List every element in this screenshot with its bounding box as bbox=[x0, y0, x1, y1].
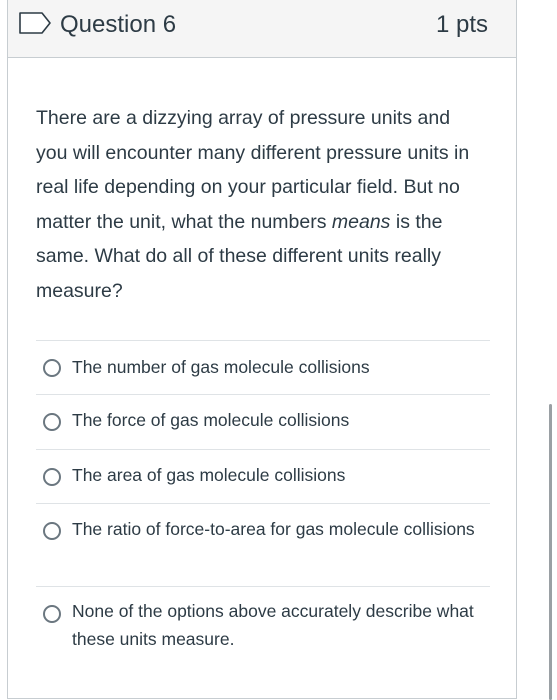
answer-label: The ratio of force-to-area for gas molecule collisions bbox=[72, 519, 475, 539]
radio-button-icon[interactable] bbox=[43, 413, 61, 431]
answer-option[interactable] bbox=[36, 394, 490, 449]
answer-label: The number of gas molecule collisions bbox=[72, 357, 370, 377]
answer-option[interactable] bbox=[36, 449, 490, 503]
answer-option[interactable] bbox=[36, 340, 490, 394]
scrollbar[interactable] bbox=[549, 404, 552, 700]
question-text-part-2: is the same. What do all of these different units really measure? bbox=[36, 210, 443, 302]
question-text-emphasis: means bbox=[331, 210, 391, 233]
question-text-part-1: There are a dizzying array of pressure units and you will encounter many different pressure units in real life depending on your particular field. But no matter the unit, what the numbers bbox=[36, 107, 470, 233]
answer-option[interactable] bbox=[36, 503, 490, 586]
question-card bbox=[7, 0, 517, 699]
answer-label: The force of gas molecule collisions bbox=[72, 410, 350, 430]
question-header bbox=[8, 0, 516, 58]
radio-button-icon[interactable] bbox=[43, 468, 61, 486]
answer-label: None of the options above accurately describe what these units measure. bbox=[72, 601, 474, 649]
radio-button-icon[interactable] bbox=[43, 359, 61, 377]
question-title: Question 6 bbox=[60, 11, 177, 38]
flag-icon[interactable] bbox=[18, 12, 52, 34]
radio-button-icon[interactable] bbox=[43, 522, 61, 540]
question-points: 1 pts bbox=[435, 11, 488, 38]
answer-label: The area of gas molecule collisions bbox=[72, 465, 346, 485]
answer-option[interactable] bbox=[36, 586, 490, 698]
answer-list bbox=[36, 340, 490, 698]
radio-button-icon[interactable] bbox=[43, 605, 61, 623]
question-text bbox=[36, 101, 486, 308]
